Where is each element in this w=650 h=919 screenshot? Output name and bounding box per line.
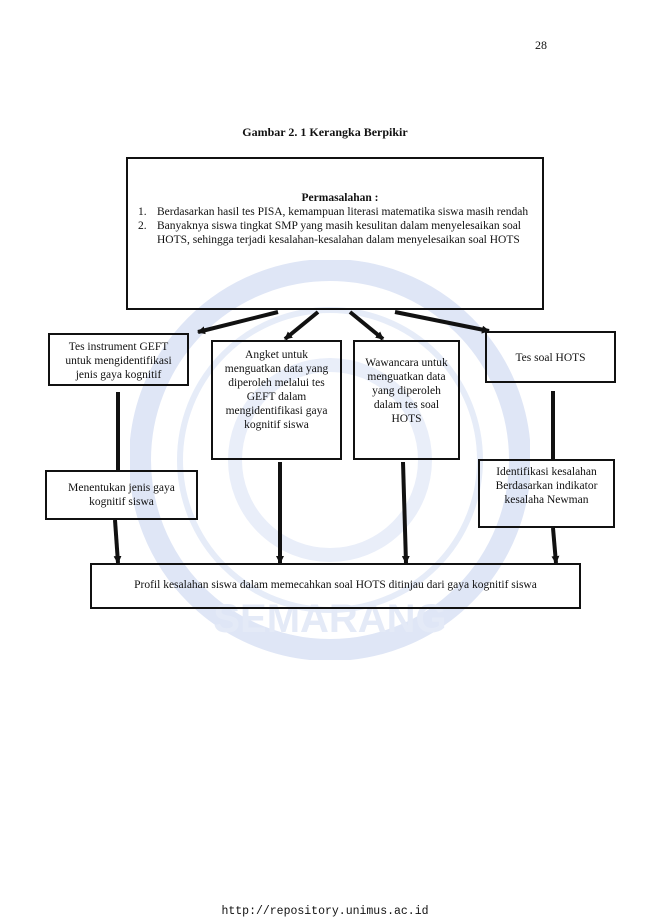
hots-test-box: Tes soal HOTS — [485, 331, 616, 383]
problem-item-number: 2. — [138, 220, 147, 232]
arrow-to-geft — [198, 312, 278, 332]
problem-item-number: 1. — [138, 206, 147, 218]
arrow-to-interview — [350, 312, 383, 339]
newman-error-box: Identifikasi kesalahan Berdasarkan indikator kesalaha Newman — [478, 459, 615, 528]
arrow-interview-to-result — [403, 462, 406, 563]
cognitive-style-box: Menentukan jenis gaya kognitif siswa — [45, 470, 198, 520]
geft-test-box: Tes instrument GEFT untuk mengidentifikasi jenis gaya kognitif — [48, 333, 189, 386]
questionnaire-box: Angket untuk menguatkan data yang diperoleh melalui tes GEFT dalam mengidentifikasi gaya kognitif siswa — [211, 340, 342, 460]
page-number: 28 — [535, 38, 547, 52]
problem-box — [126, 157, 544, 310]
interview-box: Wawancara untuk menguatkan data yang diperoleh dalam tes soal HOTS — [353, 340, 460, 460]
arrow-style-to-result — [115, 520, 118, 563]
figure-title: Gambar 2. 1 Kerangka Berpikir — [242, 125, 408, 139]
arrow-newman-to-result — [553, 528, 556, 563]
problem-item-text: Berdasarkan hasil tes PISA, kemampuan literasi matematika siswa masih rendah — [157, 206, 529, 218]
arrow-to-hots — [395, 312, 489, 331]
problem-item — [138, 205, 532, 219]
problem-item — [138, 219, 532, 247]
problem-item-text: Banyaknya siswa tingkat SMP yang masih kesulitan dalam menyelesaikan soal HOTS, sehingga terjadi kesalahan-kesalahan dalam menyelesaikan soal HOTS — [157, 220, 521, 246]
problem-heading: Permasalahan : — [301, 192, 379, 204]
watermark-text: SEMARANG — [213, 597, 447, 641]
arrow-to-questionnaire — [285, 312, 318, 339]
repository-url: http://repository.unimus.ac.id — [221, 905, 429, 918]
result-box: Profil kesalahan siswa dalam memecahkan soal HOTS ditinjau dari gaya kognitif siswa — [90, 563, 581, 609]
